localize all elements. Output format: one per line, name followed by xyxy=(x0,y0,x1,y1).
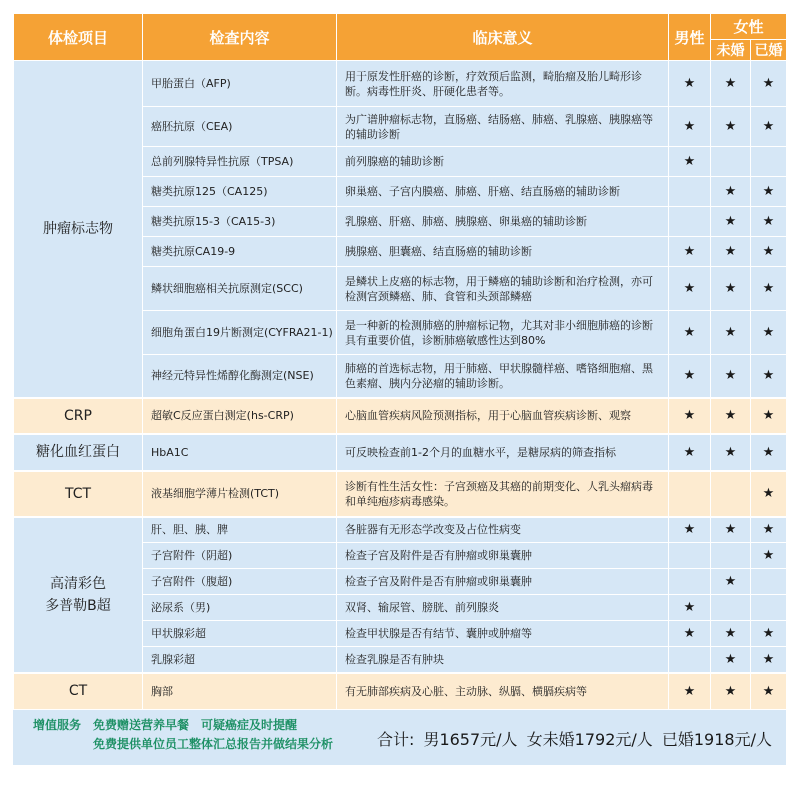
promo-text xyxy=(33,716,333,754)
male-mark-cell: ★ xyxy=(669,267,711,311)
male-mark-cell: ★ xyxy=(669,595,711,621)
unmarried-mark-cell: ★ xyxy=(711,61,751,107)
table-row xyxy=(14,517,787,543)
male-mark-cell xyxy=(669,471,711,517)
total-female-married: 已婚1918元/人 xyxy=(661,730,772,749)
married-mark-cell: ★ xyxy=(751,621,787,647)
married-mark-cell: ★ xyxy=(751,517,787,543)
married-mark-cell: ★ xyxy=(751,107,787,147)
total-prices xyxy=(373,727,772,750)
table-body xyxy=(14,61,787,710)
footer xyxy=(13,710,786,765)
clinical-meaning-cell: 诊断有性生活女性：子宫颈癌及其癌的前期变化、人乳头瘤病毒和单纯疱疹病毒感染。 xyxy=(337,471,669,517)
male-mark-cell xyxy=(669,207,711,237)
unmarried-mark-cell: ★ xyxy=(711,569,751,595)
category-cell: TCT xyxy=(14,471,143,517)
total-female-unmarried: 女未婚1792元/人 xyxy=(526,730,653,749)
category-cell: 糖化血红蛋白 xyxy=(14,434,143,471)
clinical-meaning-cell: 用于原发性肝癌的诊断，疗效预后监测，畸胎瘤及胎儿畸形诊断。病毒性肝炎、肝硬化患者等。 xyxy=(337,61,669,107)
married-mark-cell: ★ xyxy=(751,207,787,237)
married-mark-cell: ★ xyxy=(751,61,787,107)
clinical-meaning-cell: 肺癌的首选标志物，用于肺癌、甲状腺髓样癌、嗜铬细胞瘤、黑色素瘤、胰内分泌瘤的辅助诊断。 xyxy=(337,355,669,398)
exam-item-cell: 甲状腺彩超 xyxy=(143,621,337,647)
clinical-meaning-cell: 检查乳腺是否有肿块 xyxy=(337,647,669,673)
clinical-meaning-cell: 心脑血管疾病风险预测指标，用于心脑血管疾病诊断、观察 xyxy=(337,398,669,434)
clinical-meaning-cell: 各脏器有无形态学改变及占位性病变 xyxy=(337,517,669,543)
married-mark-cell: ★ xyxy=(751,311,787,355)
exam-item-cell: 细胞角蛋白19片断测定(CYFRA21-1) xyxy=(143,311,337,355)
clinical-meaning-cell: 检查子宫及附件是否有肿瘤或卵巢囊肿 xyxy=(337,569,669,595)
male-mark-cell xyxy=(669,543,711,569)
category-cell: 高清彩色 多普勒B超 xyxy=(14,517,143,673)
unmarried-mark-cell: ★ xyxy=(711,237,751,267)
category-cell: 肿瘤标志物 xyxy=(14,61,143,398)
clinical-meaning-cell: 是一种新的检测肺癌的肿瘤标记物，尤其对非小细胞肺癌的诊断具有重要价值，诊断肺癌敏感性达到80% xyxy=(337,311,669,355)
clinical-meaning-cell: 是鳞状上皮癌的标志物，用于鳞癌的辅助诊断和治疗检测，亦可检测宫颈鳞癌、肺、食管和头颈部鳞癌 xyxy=(337,267,669,311)
exam-item-cell: 糖类抗原15-3（CA15-3) xyxy=(143,207,337,237)
header-content: 检查内容 xyxy=(143,14,337,61)
unmarried-mark-cell: ★ xyxy=(711,107,751,147)
unmarried-mark-cell: ★ xyxy=(711,673,751,710)
exam-item-cell: 泌尿系（男) xyxy=(143,595,337,621)
exam-item-cell: 甲胎蛋白（AFP) xyxy=(143,61,337,107)
male-mark-cell: ★ xyxy=(669,237,711,267)
male-mark-cell xyxy=(669,177,711,207)
table-row xyxy=(14,434,787,471)
category-cell: CT xyxy=(14,673,143,710)
male-mark-cell xyxy=(669,569,711,595)
married-mark-cell: ★ xyxy=(751,543,787,569)
male-mark-cell: ★ xyxy=(669,673,711,710)
married-mark-cell: ★ xyxy=(751,471,787,517)
clinical-meaning-cell: 检查子宫及附件是否有肿瘤或卵巢囊肿 xyxy=(337,543,669,569)
header-male: 男性 xyxy=(669,14,711,61)
exam-item-cell: 癌胚抗原（CEA) xyxy=(143,107,337,147)
promo-line-2: 免费提供单位员工整体汇总报告并做结果分析 xyxy=(93,737,334,751)
table-row xyxy=(14,398,787,434)
male-mark-cell: ★ xyxy=(669,398,711,434)
male-mark-cell: ★ xyxy=(669,517,711,543)
unmarried-mark-cell xyxy=(711,471,751,517)
exam-item-cell: 肝、胆、胰、脾 xyxy=(143,517,337,543)
unmarried-mark-cell xyxy=(711,543,751,569)
checkup-package-table xyxy=(13,13,786,765)
header-married: 已婚 xyxy=(751,40,787,61)
married-mark-cell: ★ xyxy=(751,434,787,471)
clinical-meaning-cell: 卵巢癌、子宫内膜癌、肺癌、肝癌、结直肠癌的辅助诊断 xyxy=(337,177,669,207)
header-item: 体检项目 xyxy=(14,14,143,61)
exam-item-cell: 液基细胞学薄片检测(TCT) xyxy=(143,471,337,517)
clinical-meaning-cell: 乳腺癌、肝癌、肺癌、胰腺癌、卵巢癌的辅助诊断 xyxy=(337,207,669,237)
unmarried-mark-cell xyxy=(711,595,751,621)
male-mark-cell: ★ xyxy=(669,355,711,398)
exam-item-cell: 鳞状细胞癌相关抗原测定(SCC) xyxy=(143,267,337,311)
table-row xyxy=(14,673,787,710)
married-mark-cell xyxy=(751,595,787,621)
unmarried-mark-cell: ★ xyxy=(711,398,751,434)
table-row xyxy=(14,61,787,107)
unmarried-mark-cell: ★ xyxy=(711,517,751,543)
clinical-meaning-cell: 胰腺癌、胆囊癌、结直肠癌的辅助诊断 xyxy=(337,237,669,267)
married-mark-cell xyxy=(751,569,787,595)
married-mark-cell: ★ xyxy=(751,647,787,673)
exam-item-cell: 超敏C反应蛋白测定(hs-CRP) xyxy=(143,398,337,434)
unmarried-mark-cell: ★ xyxy=(711,177,751,207)
unmarried-mark-cell: ★ xyxy=(711,267,751,311)
exam-item-cell: 糖类抗原125（CA125) xyxy=(143,177,337,207)
table-row xyxy=(14,471,787,517)
clinical-meaning-cell: 可反映检查前1-2个月的血糖水平，是糖尿病的筛查指标 xyxy=(337,434,669,471)
male-mark-cell xyxy=(669,647,711,673)
male-mark-cell: ★ xyxy=(669,61,711,107)
exam-item-cell: 子宫附件（腹超) xyxy=(143,569,337,595)
clinical-meaning-cell: 前列腺癌的辅助诊断 xyxy=(337,147,669,177)
unmarried-mark-cell: ★ xyxy=(711,621,751,647)
total-male: 男1657元/人 xyxy=(423,730,518,749)
male-mark-cell: ★ xyxy=(669,621,711,647)
married-mark-cell: ★ xyxy=(751,673,787,710)
unmarried-mark-cell xyxy=(711,147,751,177)
unmarried-mark-cell: ★ xyxy=(711,434,751,471)
unmarried-mark-cell: ★ xyxy=(711,207,751,237)
unmarried-mark-cell: ★ xyxy=(711,311,751,355)
clinical-meaning-cell: 为广谱肿瘤标志物，直肠癌、结肠癌、肺癌、乳腺癌、胰腺癌等的辅助诊断 xyxy=(337,107,669,147)
unmarried-mark-cell: ★ xyxy=(711,355,751,398)
married-mark-cell xyxy=(751,147,787,177)
clinical-meaning-cell: 双肾、输尿管、膀胱、前列腺炎 xyxy=(337,595,669,621)
header-meaning: 临床意义 xyxy=(337,14,669,61)
promo-line-1: 增值服务 免费赠送营养早餐 可疑癌症及时提醒 xyxy=(33,718,298,732)
male-mark-cell: ★ xyxy=(669,311,711,355)
exam-item-cell: 子宫附件（阴超) xyxy=(143,543,337,569)
exam-item-cell: 乳腺彩超 xyxy=(143,647,337,673)
married-mark-cell: ★ xyxy=(751,355,787,398)
exam-item-cell: 胸部 xyxy=(143,673,337,710)
price-table xyxy=(13,13,787,710)
exam-item-cell: 神经元特异性烯醇化酶测定(NSE) xyxy=(143,355,337,398)
exam-item-cell: 总前列腺特异性抗原（TPSA) xyxy=(143,147,337,177)
header-unmarried: 未婚 xyxy=(711,40,751,61)
married-mark-cell: ★ xyxy=(751,237,787,267)
exam-item-cell: HbA1C xyxy=(143,434,337,471)
unmarried-mark-cell: ★ xyxy=(711,647,751,673)
married-mark-cell: ★ xyxy=(751,177,787,207)
clinical-meaning-cell: 有无肺部疾病及心脏、主动脉、纵膈、横膈疾病等 xyxy=(337,673,669,710)
married-mark-cell: ★ xyxy=(751,398,787,434)
category-cell: CRP xyxy=(14,398,143,434)
header-female: 女性 xyxy=(711,14,787,40)
male-mark-cell: ★ xyxy=(669,147,711,177)
exam-item-cell: 糖类抗原CA19-9 xyxy=(143,237,337,267)
total-label: 合计: xyxy=(376,730,415,749)
male-mark-cell: ★ xyxy=(669,434,711,471)
male-mark-cell: ★ xyxy=(669,107,711,147)
clinical-meaning-cell: 检查甲状腺是否有结节、囊肿或肿瘤等 xyxy=(337,621,669,647)
married-mark-cell: ★ xyxy=(751,267,787,311)
